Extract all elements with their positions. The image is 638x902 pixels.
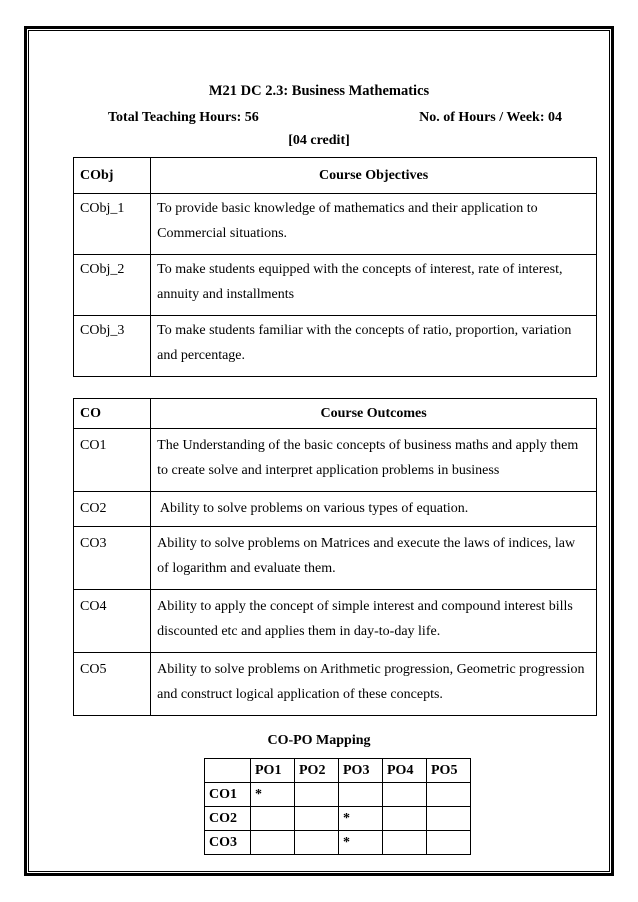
table-row [205, 807, 471, 831]
table-row [74, 429, 597, 492]
table-row [74, 194, 597, 255]
table-header-row [74, 158, 597, 194]
row-co: CO2 [205, 807, 251, 831]
map-cell [295, 831, 339, 855]
row-id: CO5 [74, 653, 151, 716]
table-header-row [205, 759, 471, 783]
header-course-objectives: Course Objectives [151, 158, 597, 194]
row-co: CO3 [205, 831, 251, 855]
row-text: Ability to solve problems on Arithmetic progression, Geometric progression and construct logical application of these concepts. [151, 653, 597, 716]
map-cell [339, 783, 383, 807]
map-cell [427, 783, 471, 807]
map-cell [427, 807, 471, 831]
table-row [74, 527, 597, 590]
course-outcomes-table [73, 398, 597, 716]
table-row [74, 590, 597, 653]
row-text: Ability to apply the concept of simple interest and compound interest bills discounted etc and applies them in day-to-day life. [151, 590, 597, 653]
corner-cell [205, 759, 251, 783]
row-text: To make students familiar with the concepts of ratio, proportion, variation and percentage. [151, 316, 597, 377]
table-row [74, 653, 597, 716]
header-po5: PO5 [427, 759, 471, 783]
table-row [74, 316, 597, 377]
header-course-outcomes: Course Outcomes [151, 399, 597, 429]
map-cell [383, 807, 427, 831]
table-row [205, 783, 471, 807]
map-cell [295, 807, 339, 831]
credit-label: [04 credit] [288, 133, 350, 148]
map-cell [295, 783, 339, 807]
table-row [74, 255, 597, 316]
header-po1: PO1 [251, 759, 295, 783]
row-text: To provide basic knowledge of mathematics and their application to Commercial situations. [151, 194, 597, 255]
map-cell: * [339, 831, 383, 855]
row-id: CO2 [74, 492, 151, 527]
row-id: CO1 [74, 429, 151, 492]
row-id: CObj_1 [74, 194, 151, 255]
row-text: The Understanding of the basic concepts of business maths and apply them to create solve and interpret application problems in business [151, 429, 597, 492]
row-id: CO3 [74, 527, 151, 590]
map-cell: * [339, 807, 383, 831]
header-po4: PO4 [383, 759, 427, 783]
map-cell [427, 831, 471, 855]
row-id: CObj_2 [74, 255, 151, 316]
course-title: M21 DC 2.3: Business Mathematics [208, 83, 430, 99]
map-cell [383, 831, 427, 855]
row-id: CO4 [74, 590, 151, 653]
total-teaching-hours: Total Teaching Hours: 56 [108, 110, 259, 125]
map-cell [383, 783, 427, 807]
table-row [205, 831, 471, 855]
table-header-row [74, 399, 597, 429]
row-text: Ability to solve problems on various types of equation. [151, 492, 597, 527]
course-objectives-table [73, 157, 597, 377]
row-id: CObj_3 [74, 316, 151, 377]
map-cell [251, 807, 295, 831]
map-cell [251, 831, 295, 855]
map-cell: * [251, 783, 295, 807]
table-row [74, 492, 597, 527]
co-po-mapping-table [204, 758, 471, 855]
header-po2: PO2 [295, 759, 339, 783]
row-co: CO1 [205, 783, 251, 807]
hours-per-week: No. of Hours / Week: 04 [419, 110, 562, 125]
hours-row [108, 110, 562, 126]
co-po-mapping-title: CO-PO Mapping [267, 733, 371, 748]
row-text: To make students equipped with the concepts of interest, rate of interest, annuity and installments [151, 255, 597, 316]
header-cobj: CObj [74, 158, 151, 194]
header-co: CO [74, 399, 151, 429]
header-po3: PO3 [339, 759, 383, 783]
row-text: Ability to solve problems on Matrices and execute the laws of indices, law of logarithm and evaluate them. [151, 527, 597, 590]
